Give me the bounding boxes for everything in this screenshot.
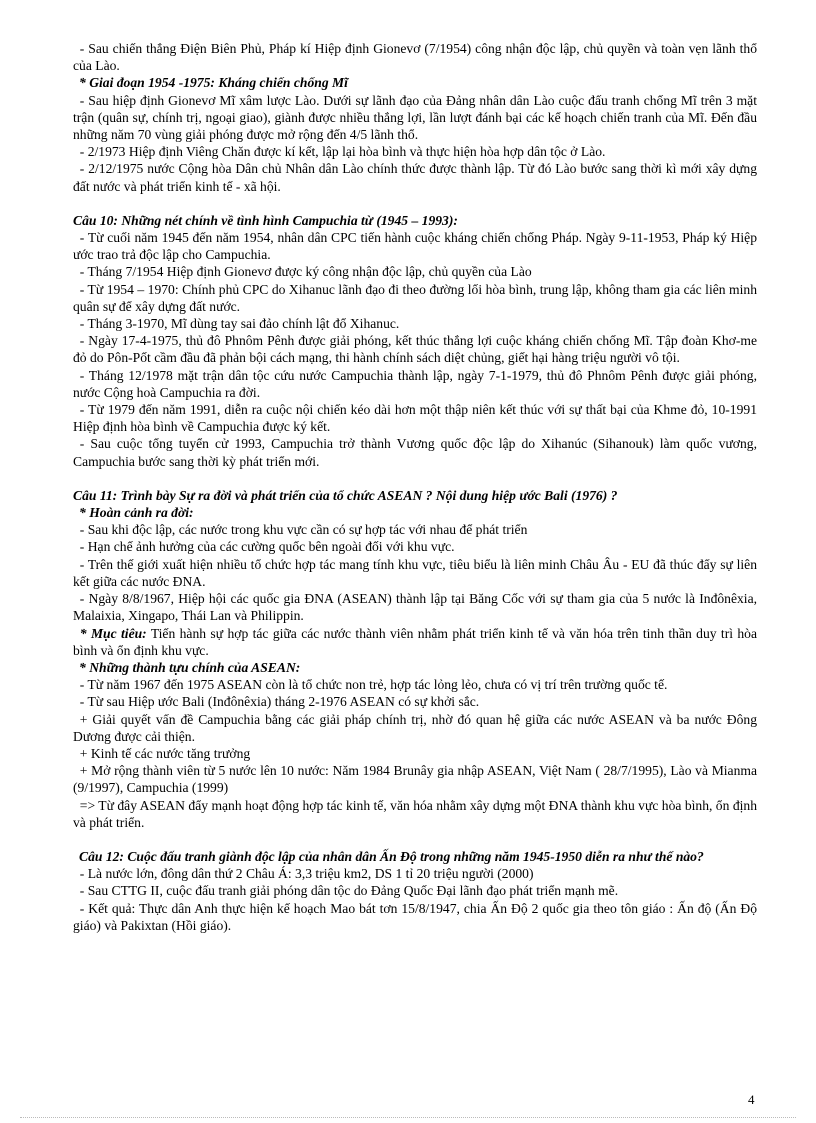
q10-item: - Sau cuộc tổng tuyển cử 1993, Campuchia trở thành Vương quốc độc lập do Xihanúc (Sihanouk) làm quốc vương, Campuchia bước sang thời kỳ phát triển mới. (73, 436, 757, 469)
q11-item: + Mở rộng thành viên từ 5 nước lên 10 nước: Năm 1984 Brunây gia nhập ASEAN, Việt Nam ( 28/7/1995), Lào và Mianma (9/1997), Campuchia (1999) (73, 763, 757, 796)
question-12-heading: Câu 12: Cuộc đấu tranh giành độc lập của nhân dân Ấn Độ trong những năm 1945-1950 diễn ra như thế nào? (79, 848, 704, 864)
lao-phase-heading: * Giai đoạn 1954 -1975: Kháng chiến chống Mĩ (79, 75, 348, 91)
lao-paragraph-geneva: - Sau chiến thắng Điện Biên Phủ, Pháp kí Hiệp định Gionevơ (7/1954) công nhận độc lập, chủ quyền và toàn vẹn lãnh thổ của Lào. (73, 41, 757, 74)
q11-item: - Sau khi độc lập, các nước trong khu vực cần có sự hợp tác với nhau để phát triển (79, 522, 528, 538)
section-gap (73, 195, 757, 212)
q10-item: - Từ 1979 đến năm 1991, diễn ra cuộc nội chiến kéo dài hơn một thập niên kết thúc với sự thất bại của Khme đỏ, 10-1991 Hiệp định hòa bình về Campuchia được ký kết. (73, 402, 757, 435)
lao-paragraph-vientiane: - 2/1973 Hiệp định Viêng Chăn được kí kết, lập lại hòa bình và thực hiện hòa hợp dân tộc ở Lào. (79, 144, 606, 160)
q11-context-heading: * Hoàn cảnh ra đời: (79, 505, 194, 521)
q12-item: - Kết quả: Thực dân Anh thực hiện kế hoạch Mao bát tơn 15/8/1947, chia Ấn Độ 2 quốc gia theo tôn giáo : Ấn độ (Ấn Độ giáo) và Pakixtan (Hồi giáo). (73, 900, 757, 933)
q12-item: - Sau CTTG II, cuộc đấu tranh giải phóng dân tộc do Đảng Quốc Đại lãnh đạo phát triển mạnh mẽ. (79, 883, 619, 899)
q11-item: - Từ năm 1967 đến 1975 ASEAN còn là tổ chức non trẻ, hợp tác lỏng lẻo, chưa có vị trí trên trường quốc tế. (79, 677, 668, 693)
page-bottom-rule (20, 1117, 796, 1118)
q10-item: - Tháng 12/1978 mặt trận dân tộc cứu nước Campuchia thành lập, ngày 7-1-1979, thủ đô Phnôm Pênh được giải phóng, nước Cộng hoà Campuchia ra đời. (73, 367, 757, 400)
q11-goal-text: Tiến hành sự hợp tác giữa các nước thành viên nhằm phát triển kinh tế và văn hóa trên tinh thần duy trì hòa bình và ổn định khu vực. (73, 625, 757, 658)
q11-goal (73, 625, 757, 659)
q11-achievements-heading: * Những thành tựu chính của ASEAN: (79, 659, 301, 675)
q11-item: - Hạn chế ảnh hưởng của các cường quốc bên ngoài đối với khu vực. (79, 539, 455, 555)
q12-item: - Là nước lớn, đông dân thứ 2 Châu Á: 3,3 triệu km2, DS 1 tỉ 20 triệu người (2000) (79, 866, 534, 882)
q10-item: - Từ 1954 – 1970: Chính phủ CPC do Xihanuc lãnh đạo đi theo đường lối hòa bình, trung lập, không tham gia các liên minh quân sự để xây dựng đất nước. (73, 281, 757, 314)
question-11-heading: Câu 11: Trình bày Sự ra đời và phát triển của tổ chức ASEAN ? Nội dung hiệp ước Bali (1976) ? (73, 487, 618, 503)
q11-goal-label: * Mục tiêu: (79, 625, 147, 641)
q10-item: - Tháng 7/1954 Hiệp định Gionevơ được ký công nhận độc lập, chủ quyền của Lào (79, 264, 532, 280)
lao-paragraph-republic: - 2/12/1975 nước Cộng hòa Dân chủ Nhân dân Lào chính thức được thành lập. Từ đó Lào bước sang thời kì mới xây dựng đất nước và phát triển kinh tế - xã hội. (73, 161, 757, 194)
q11-item: - Trên thế giới xuất hiện nhiều tổ chức hợp tác mang tính khu vực, tiêu biểu là liên minh Châu Âu - EU đã thúc đẩy sự liên kết giữa các nước ĐNA. (73, 556, 757, 589)
question-10-heading: Câu 10: Những nét chính về tình hình Campuchia từ (1945 – 1993): (73, 212, 458, 228)
q10-item: - Ngày 17-4-1975, thủ đô Phnôm Pênh được giải phóng, kết thúc thắng lợi cuộc kháng chiến chống Mĩ. Tập đoàn Khơ-me đỏ do Pôn-Pốt cầm đầu đã phản bội cách mạng, thi hành chính sách diệt chủng, giết hại hàng triệu người vô tội. (73, 333, 757, 366)
q11-item: + Kinh tế các nước tăng trưởng (79, 745, 251, 761)
page-number: 4 (748, 1092, 755, 1107)
section-gap (73, 470, 757, 487)
q10-item: - Từ cuối năm 1945 đến năm 1954, nhân dân CPC tiến hành cuộc kháng chiến chống Pháp. Ngày 9-11-1953, Pháp ký Hiệp ước trao trả độc lập cho Campuchia. (73, 230, 757, 263)
document-page (73, 40, 757, 934)
lao-paragraph-us-war: - Sau hiệp định Gionevơ Mĩ xâm lược Lào. Dưới sự lãnh đạo của Đảng nhân dân Lào cuộc đấu tranh chống Mĩ trên 3 mặt trận (quân sự, chính trị, ngoại giao), giành được nhiều thắng lợi, lần lượt đánh bại các kế hoạch chiến tranh của Mĩ. Đến đầu những năm 70 vùng giải phóng được mở rộng đến 4/5 lãnh thổ. (73, 92, 757, 143)
q11-item: - Ngày 8/8/1967, Hiệp hội các quốc gia ĐNA (ASEAN) thành lập tại Băng Cốc với sự tham gia của 5 nước là Inđônêxia, Malaixia, Xingapo, Thái Lan và Philippin. (73, 591, 757, 624)
q11-item: - Từ sau Hiệp ước Bali (Inđônêxia) tháng 2-1976 ASEAN có sự khởi sắc. (79, 694, 480, 710)
q10-item: - Tháng 3-1970, Mĩ dùng tay sai đảo chính lật đổ Xihanuc. (79, 316, 400, 332)
section-gap (73, 831, 757, 848)
q11-item: + Giải quyết vấn đề Campuchia bằng các giải pháp chính trị, nhờ đó quan hệ giữa các nước ASEAN và ba nước Đông Dương được cải thiện. (73, 711, 757, 744)
q11-item: => Từ đây ASEAN đẩy mạnh hoạt động hợp tác kinh tế, văn hóa nhằm xây dựng một ĐNA thành khu vực hòa bình, ổn định và phát triển. (73, 797, 757, 830)
